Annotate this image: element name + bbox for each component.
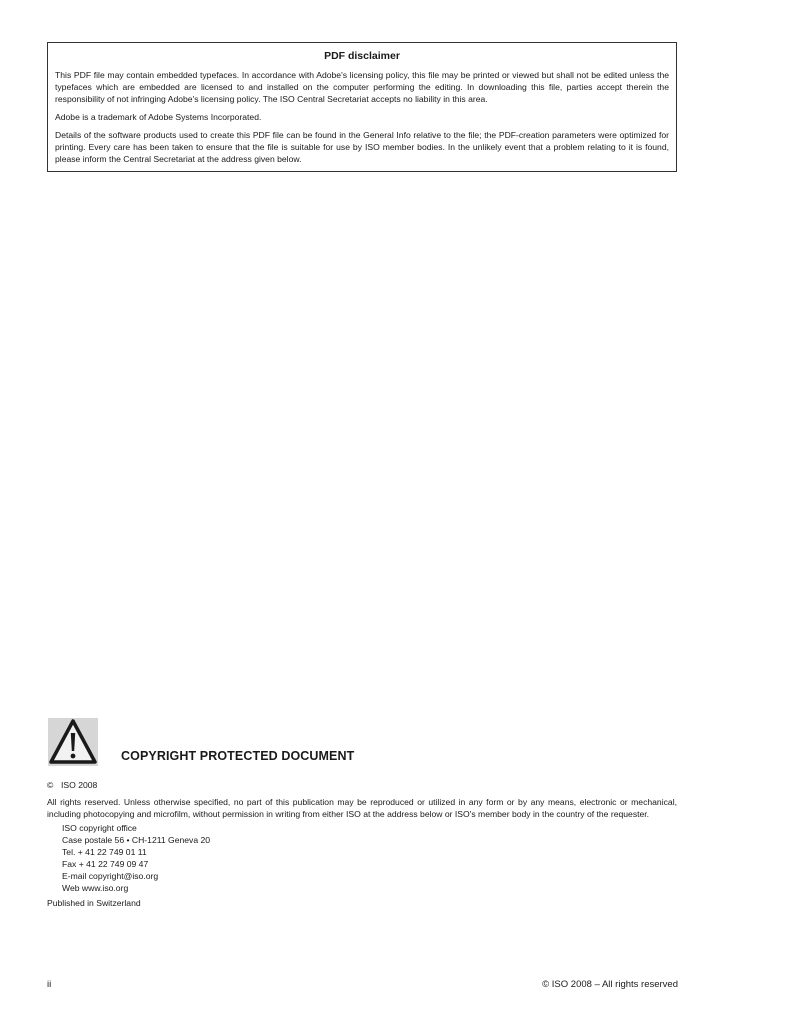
published-in: Published in Switzerland [47, 898, 141, 908]
page-number: ii [47, 979, 52, 990]
disclaimer-title: PDF disclaimer [324, 50, 400, 62]
web-line: Web www.iso.org [62, 883, 129, 893]
rights-text: All rights reserved. Unless otherwise specified, no part of this publication may be reproduced or utilized in any form or by any means, electronic or mechanical, including photocopying and microfilm, without permission in writing from either ISO at the address below or ISO's member body in the country of the requester. [47, 797, 677, 819]
copyright-symbol: © [47, 780, 54, 790]
copyright-notice [47, 779, 677, 791]
address-line: Case postale 56 • CH-1211 Geneva 20 [62, 835, 211, 845]
disclaimer-paragraph: Adobe is a trademark of Adobe Systems Incorporated. [55, 112, 262, 122]
pdf-disclaimer-box [47, 42, 677, 172]
disclaimer-paragraph: This PDF file may contain embedded typefaces. In accordance with Adobe's licensing policy, this file may be printed or viewed but shall not be edited unless the typefaces which are embedded are licensed to and installed on the computer performing the editing. In downloading this file, parties accept therein the responsibility of not infringing Adobe's licensing policy. The ISO Central Secretariat accepts no liability in this area. [55, 70, 669, 104]
copyright-notice-text: ISO 2008 [61, 780, 98, 790]
disclaimer-paragraph: Details of the software products used to create this PDF file can be found in the General Info relative to the file; the PDF-creation parameters were optimized for printing. Every care has been taken to ensure that the file is suitable for use by ISO member bodies. In the unlikely event that a problem relating to it is found, please inform the Central Secretariat at the address given below. [55, 130, 669, 164]
address-line: Fax + 41 22 749 09 47 [62, 859, 149, 869]
footer-copyright: © ISO 2008 – All rights reserved [542, 979, 678, 990]
warning-icon [48, 718, 98, 766]
address-block [62, 822, 677, 894]
address-line: Tel. + 41 22 749 01 11 [62, 847, 147, 857]
address-line: ISO copyright office [62, 823, 137, 833]
email-line: E-mail copyright@iso.org [62, 871, 159, 881]
copyright-section [47, 779, 677, 909]
copyright-title: COPYRIGHT PROTECTED DOCUMENT [121, 749, 355, 763]
